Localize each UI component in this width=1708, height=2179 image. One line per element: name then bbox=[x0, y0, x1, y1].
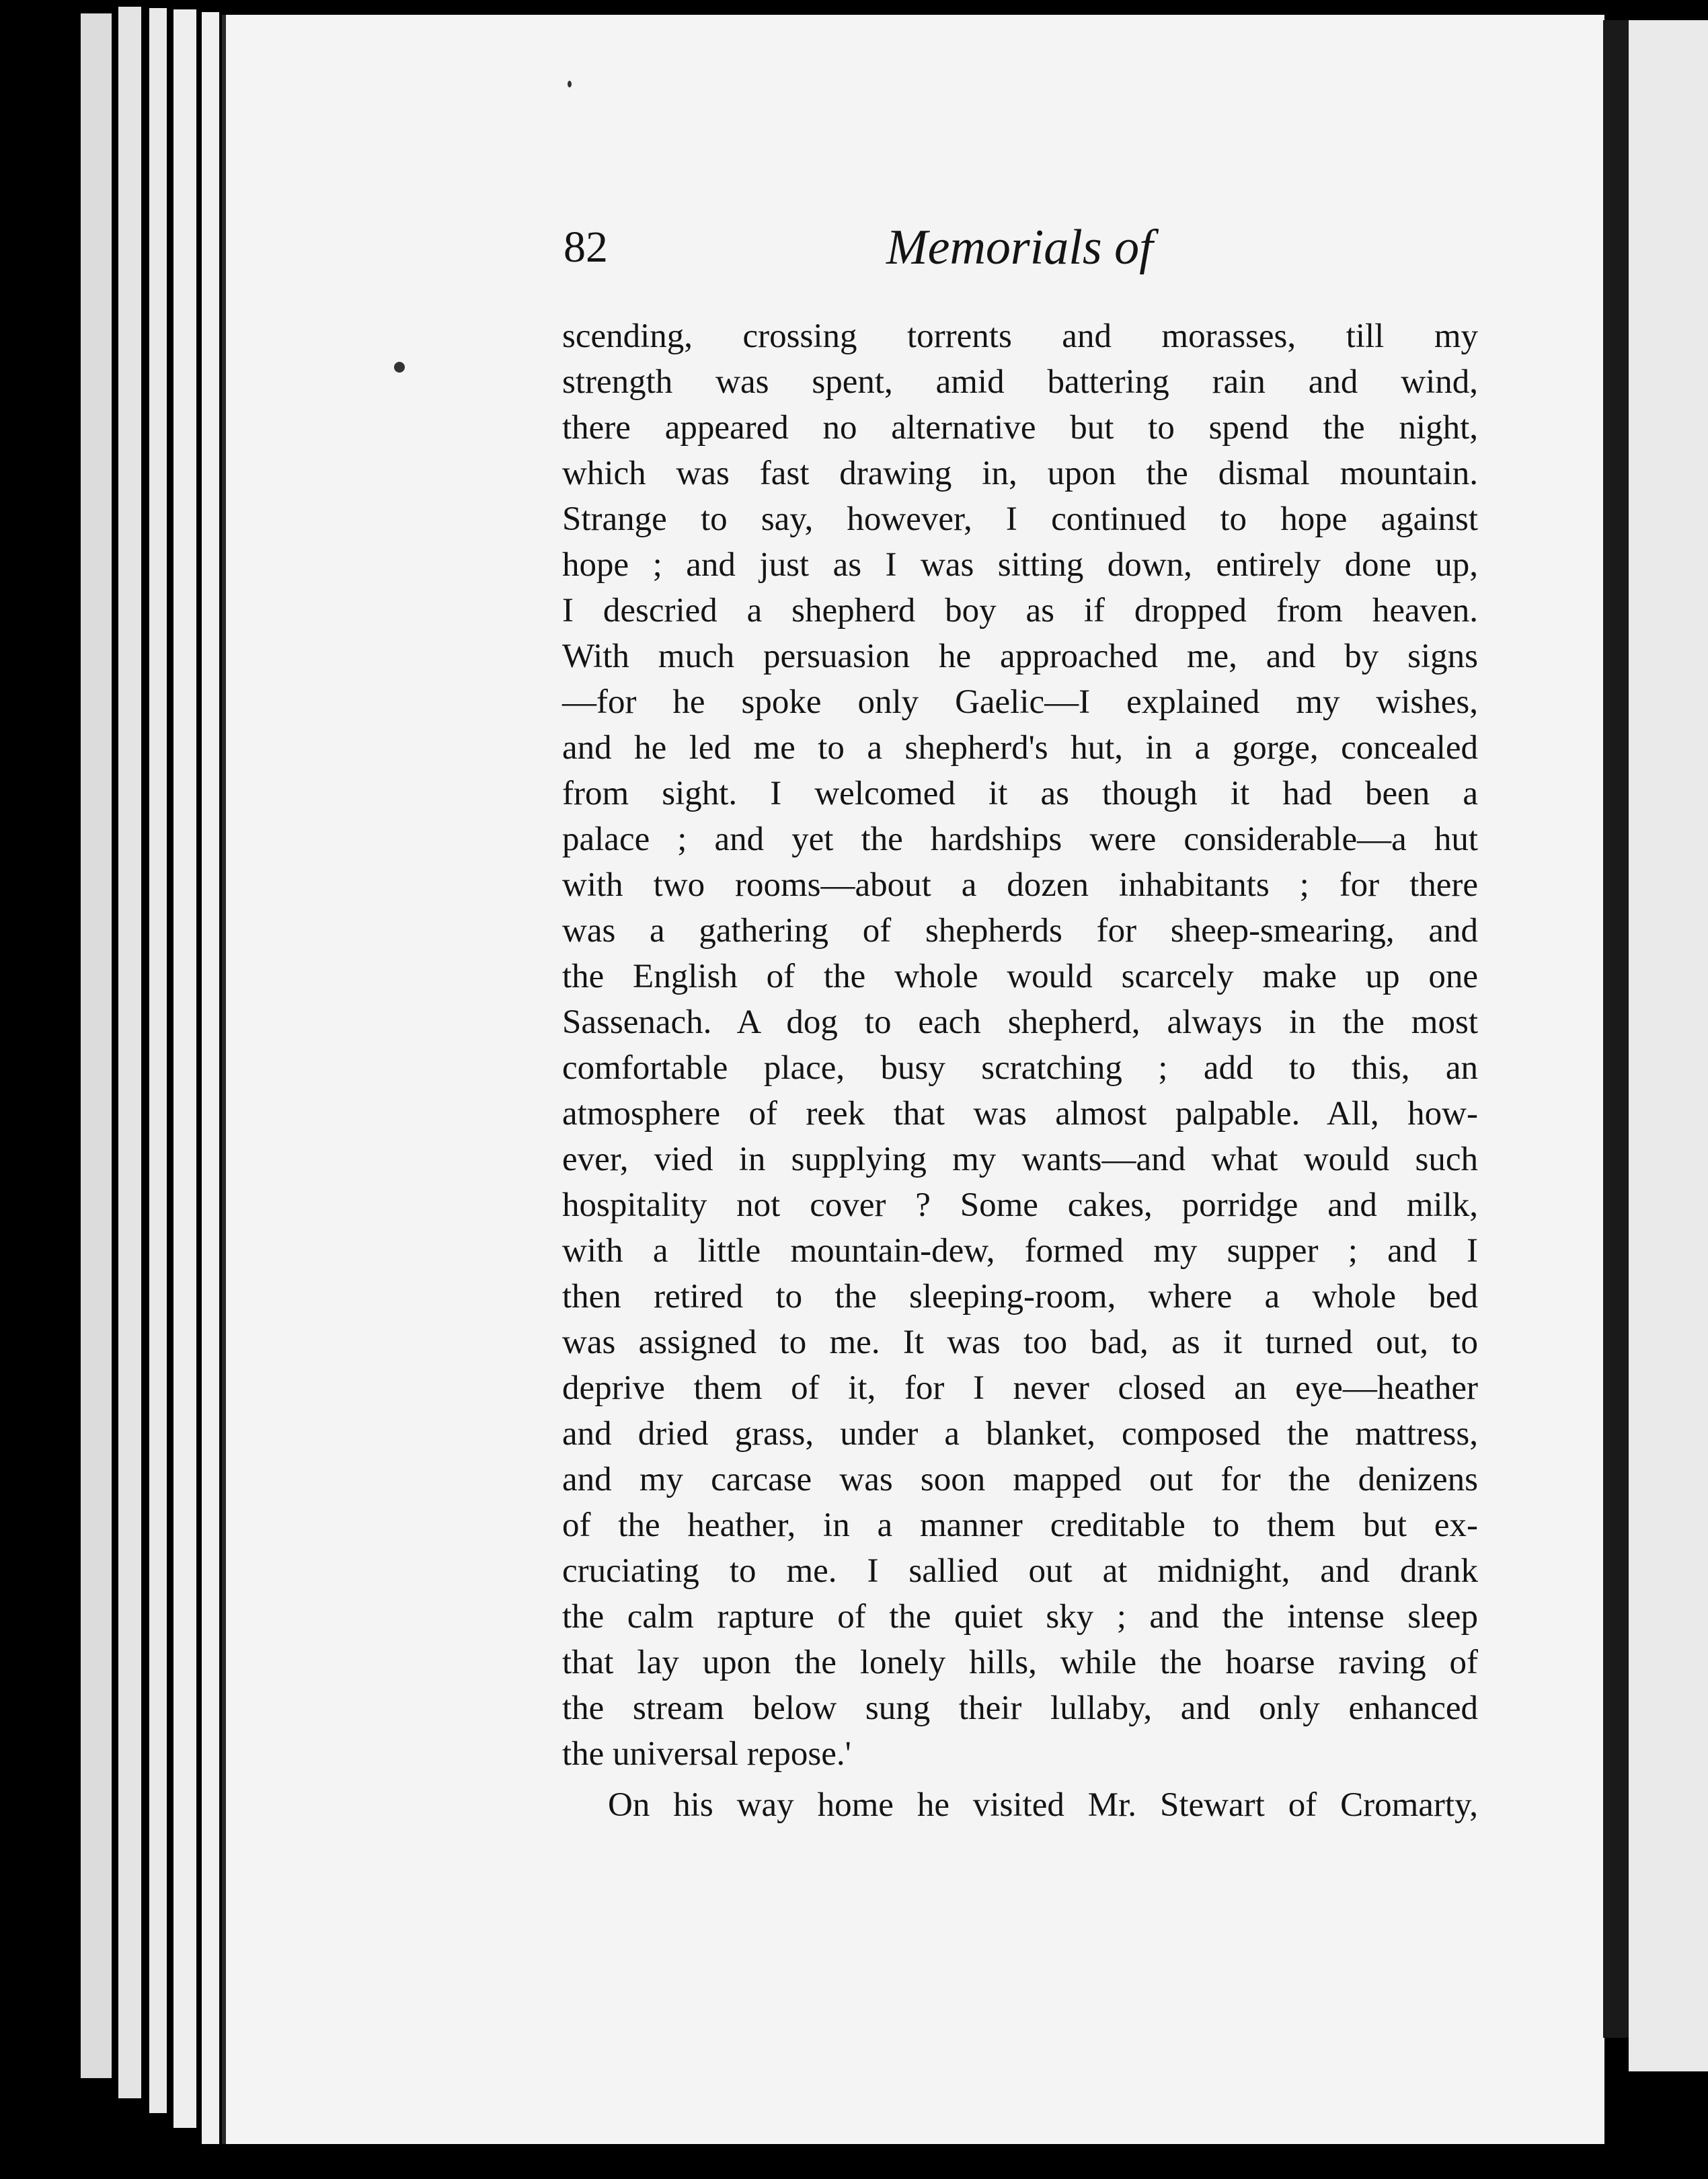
text-line: —for he spoke only Gaelic—I explained my wishes, bbox=[562, 683, 1478, 721]
text-line: and my carcase was soon mapped out for the denizens bbox=[562, 1461, 1478, 1498]
ink-speck bbox=[394, 362, 405, 373]
text-line: that lay upon the lonely hills, while the hoarse raving of bbox=[562, 1644, 1478, 1681]
text-line: and he led me to a shepherd's hut, in a gorge, concealed bbox=[562, 729, 1478, 767]
text-line: Sassenach. A dog to each shepherd, always in the most bbox=[562, 1003, 1478, 1041]
text-line: deprive them of it, for I never closed an eye—heather bbox=[562, 1369, 1478, 1407]
page-edge bbox=[149, 8, 167, 2113]
text-line: Strange to say, however, I continued to hope against bbox=[562, 500, 1478, 538]
text-line: then retired to the sleeping-room, where a whole bed bbox=[562, 1278, 1478, 1315]
text-line: I descried a shepherd boy as if dropped from heaven. bbox=[562, 592, 1478, 629]
ink-speck bbox=[568, 81, 572, 87]
text-line: which was fast drawing in, upon the dismal mountain. bbox=[562, 455, 1478, 492]
body-text bbox=[562, 313, 1478, 1860]
text-line: there appeared no alternative but to spend the night, bbox=[562, 409, 1478, 447]
text-line: atmosphere of reek that was almost palpable. All, how- bbox=[562, 1095, 1478, 1133]
text-line: ever, vied in supplying my wants—and what would such bbox=[562, 1141, 1478, 1178]
text-line: the stream below sung their lullaby, and only enhanced bbox=[562, 1689, 1478, 1727]
book-spine bbox=[1603, 20, 1629, 2038]
text-line: and dried grass, under a blanket, composed the mattress, bbox=[562, 1415, 1478, 1453]
page-edge bbox=[118, 7, 141, 2098]
text-line: comfortable place, busy scratching ; add to this, an bbox=[562, 1049, 1478, 1087]
text-line: of the heather, in a manner creditable to them but ex- bbox=[562, 1506, 1478, 1544]
text-line: hospitality not cover ? Some cakes, porridge and milk, bbox=[562, 1186, 1478, 1224]
text-line: was assigned to me. It was too bad, as it turned out, to bbox=[562, 1324, 1478, 1361]
text-line: the calm rapture of the quiet sky ; and the intense sleep bbox=[562, 1598, 1478, 1636]
text-line: with two rooms—about a dozen inhabitants ; for there bbox=[562, 866, 1478, 904]
page-edge bbox=[202, 12, 219, 2144]
text-line: from sight. I welcomed it as though it had been a bbox=[562, 775, 1478, 812]
page-edge bbox=[173, 9, 196, 2128]
text-line: scending, crossing torrents and morasses, till my bbox=[562, 317, 1478, 355]
text-line: On his way home he visited Mr. Stewart of Cromarty, bbox=[608, 1786, 1478, 1824]
text-line: palace ; and yet the hardships were considerable—a hut bbox=[562, 820, 1478, 858]
facing-page-edge bbox=[1629, 20, 1708, 2071]
text-line: the universal repose.' bbox=[562, 1735, 851, 1773]
text-line: the English of the whole would scarcely make up one bbox=[562, 958, 1478, 995]
text-line: with a little mountain-dew, formed my supper ; and I bbox=[562, 1232, 1478, 1270]
page-header bbox=[564, 222, 1236, 289]
text-line: was a gathering of shepherds for sheep-smearing, and bbox=[562, 912, 1478, 950]
page-number: 82 bbox=[564, 223, 608, 272]
page-edge bbox=[81, 13, 112, 2078]
running-title: Memorials of bbox=[886, 220, 1153, 275]
text-line: cruciating to me. I sallied out at midnight, and drank bbox=[562, 1552, 1478, 1590]
text-line: hope ; and just as I was sitting down, entirely done up, bbox=[562, 546, 1478, 584]
text-line: With much persuasion he approached me, and by signs bbox=[562, 638, 1478, 675]
text-line: strength was spent, amid battering rain and wind, bbox=[562, 363, 1478, 401]
